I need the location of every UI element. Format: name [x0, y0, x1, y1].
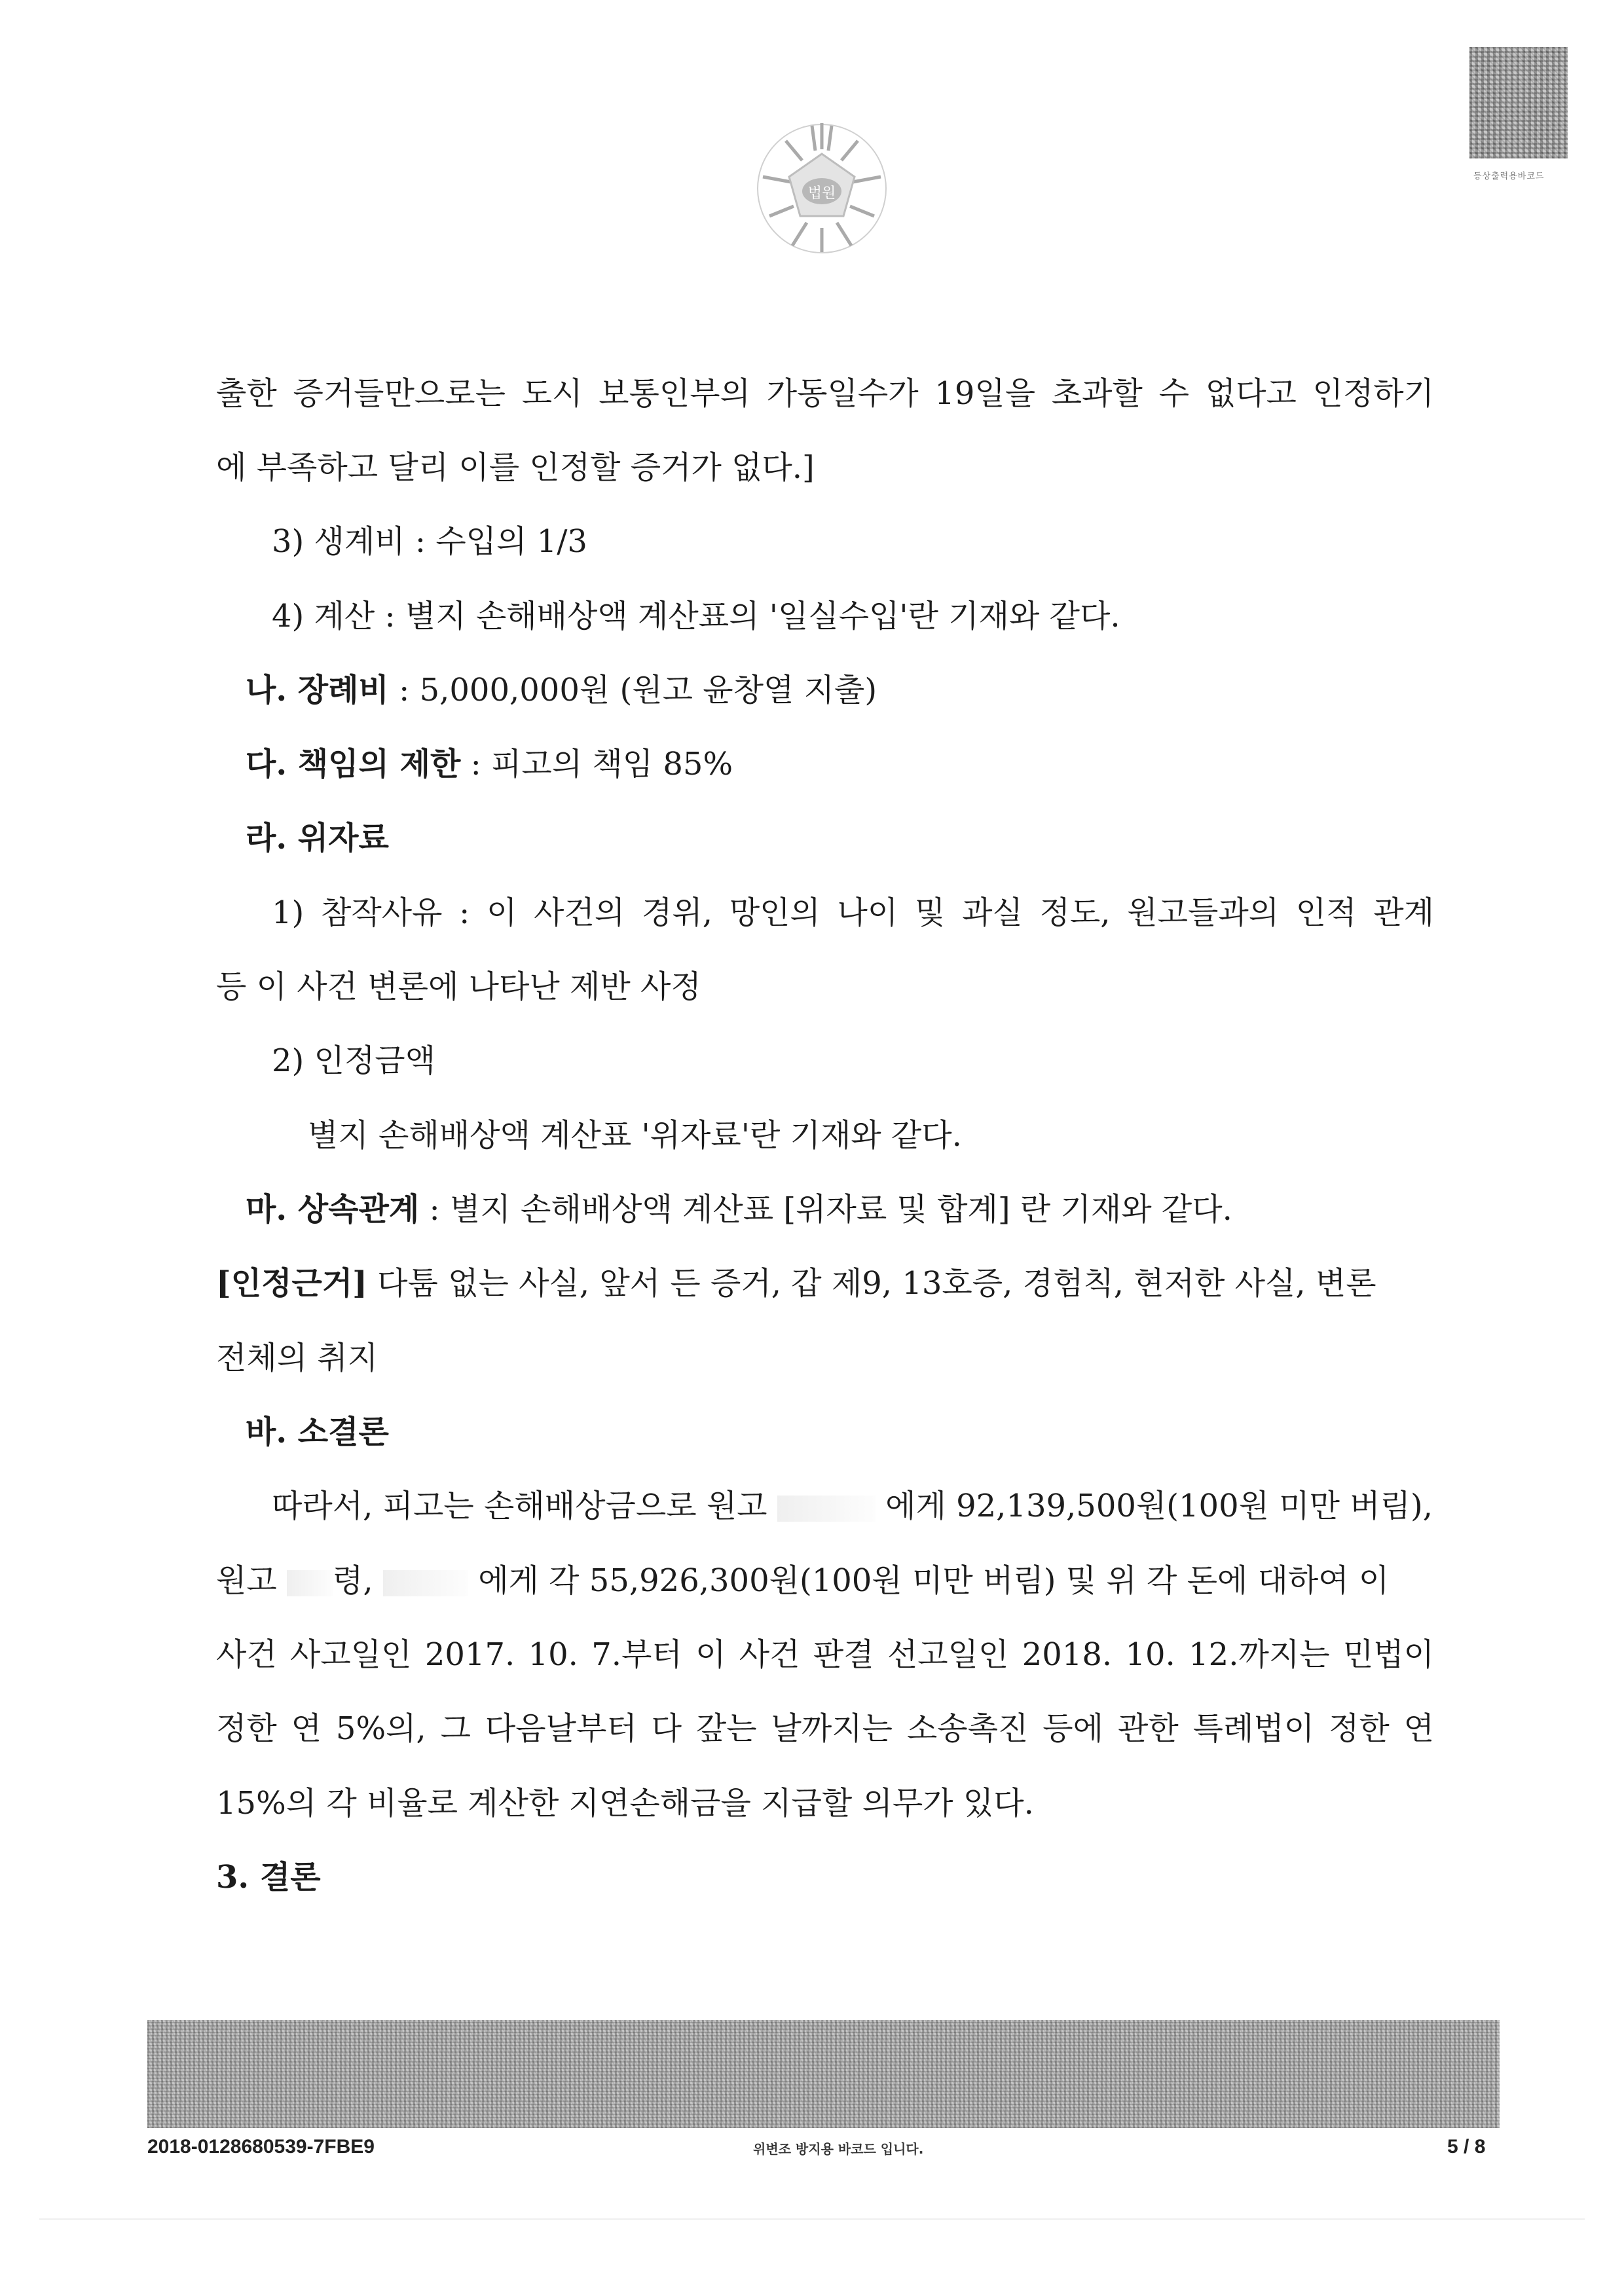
body-line: [216, 1562, 1390, 1599]
body-text-segment: 에게 92,139,500원(100원 미만 버림),: [885, 1488, 1433, 1524]
qr-code: [1469, 47, 1568, 158]
section-heading: 마. 상속관계: [246, 1191, 420, 1228]
body-text-segment: 령,: [333, 1562, 373, 1599]
body-text-segment: 따라서, 피고는 손해배상금으로 원고: [272, 1488, 767, 1524]
body-line: 등 이 사건 변론에 나타난 제반 사정: [216, 968, 701, 1005]
section-line: [216, 1265, 1376, 1302]
section-heading: 나. 장례비: [246, 672, 389, 708]
body-line: 전체의 취지: [216, 1340, 378, 1376]
section-text: 다툼 없는 사실, 앞서 든 증거, 갑 제9, 13호증, 경험칙, 현저한 사실, 변론: [367, 1265, 1376, 1302]
section-heading: 3. 결론: [216, 1859, 321, 1896]
scan-artifact-line: [39, 2218, 1585, 2220]
body-line: 4) 계산 : 별지 손해배상액 계산표의 '일실수입'란 기재와 같다.: [272, 598, 1120, 634]
document-id: 2018-0128680539-7FBE9: [147, 2136, 375, 2157]
section-text: : 5,000,000원 (원고 윤창열 지출): [388, 672, 877, 708]
body-line: 1) 참작사유 : 이 사건의 경위, 망인의 나이 및 과실 정도, 원고들과의 인적 관계: [272, 894, 1434, 931]
section-heading: 라. 위자료: [246, 820, 389, 856]
body-line: 사건 사고일인 2017. 10. 7.부터 이 사건 판결 선고일인 2018. 10. 12.까지는 민법이: [216, 1636, 1434, 1673]
redaction: [383, 1570, 468, 1596]
body-line: 3) 생계비 : 수입의 1/3: [272, 523, 587, 560]
seal-label: 법원: [807, 185, 836, 202]
body-text-segment: 에게 각 55,926,300원(100원 미만 버림) 및 위 각 돈에 대하여 이: [478, 1562, 1390, 1599]
section-heading: [인정근거]: [216, 1265, 367, 1302]
body-line: 별지 손해배상액 계산표 '위자료'란 기재와 같다.: [308, 1117, 962, 1154]
section-heading: 바. 소결론: [246, 1414, 389, 1450]
body-line: 2) 인정금액: [272, 1042, 435, 1079]
section-text: : 피고의 책임 85%: [460, 746, 733, 782]
body-line: [272, 1490, 1434, 1522]
section-text: : 별지 손해배상액 계산표 [위자료 및 합계] 란 기재와 같다.: [419, 1191, 1232, 1228]
section-line: [246, 1191, 1232, 1228]
qr-caption: 등상출력용바코드: [1473, 172, 1545, 181]
body-line: 출한 증거들만으로는 도시 보통인부의 가동일수가 19일을 초과할 수 없다고 인정하기: [216, 375, 1434, 412]
redaction: [287, 1570, 333, 1596]
body-text-segment: 원고: [216, 1562, 277, 1599]
redaction: [777, 1496, 876, 1522]
body-line: 정한 연 5%의, 그 다음날부터 다 갚는 날까지는 소송촉진 등에 관한 특례법이 정한 연: [216, 1710, 1434, 1747]
body-line: 15%의 각 비율로 계산한 지연손해금을 지급할 의무가 있다.: [216, 1785, 1034, 1822]
section-heading: 다. 책임의 제한: [246, 746, 461, 782]
page-number: 5 / 8: [1447, 2136, 1486, 2157]
section-line: [246, 674, 877, 706]
body-line: 에 부족하고 달리 이를 인정할 증거가 없다.]: [216, 449, 815, 486]
section-line: [246, 748, 733, 780]
barcode-note: 위변조 방지용 바코드 입니다.: [753, 2141, 924, 2157]
anti-forgery-barcode: [147, 2020, 1500, 2128]
